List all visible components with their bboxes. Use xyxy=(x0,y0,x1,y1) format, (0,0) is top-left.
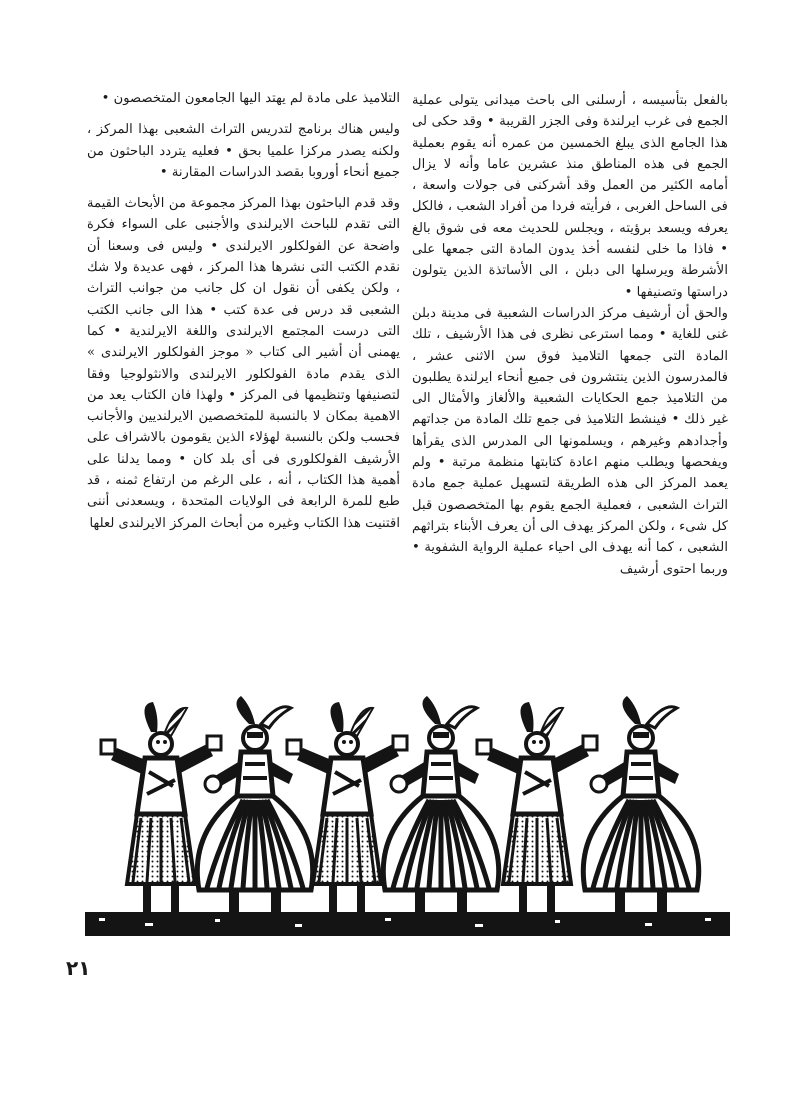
dancer-figure xyxy=(383,696,498,912)
article-column-left xyxy=(87,88,400,534)
page-number: ٢١ xyxy=(66,956,91,980)
folk-dancers-frieze-illustration xyxy=(85,694,730,936)
ground-band xyxy=(85,912,730,936)
paragraph: والحق أن أرشيف مركز الدراسات الشعبية فى مدينة دبلن غنى للغاية • ومما استرعى نظرى فى هذا الأرشيف ، تلك المادة التى جمعها التلاميذ فوق سن الاثنى عشر ، فالمدرسون الذين ينتشرون فى جميع أنحاء ايرلندة يطلبون من التلاميذ جمع الحكايات الشعبية والألغاز والأمثال الى غير ذلك • فينشط التلاميذ فى جمع تلك المادة من جداتهم وأجدادهم وغيرهم ، ويسلمونها الى المدرس الذى يقرأها ويفحصها ويطلب منهم اعادة كتابتها منظمة مرتبة • ولم يعمد المركز الى هذه الطريقة لتسهيل عملية جمع مادة التراث الشعبى ، فعملية الجمع يقوم بها المتخصصون قبل كل شىء ، ولكن المركز يهدف الى أن يعرف الأبناء بتراثهم الشعبى ، كما أنه يهدف الى احياء عملية الرواية الشفوية • وربما احتوى أرشيف xyxy=(412,305,728,577)
paragraph: بالفعل بتأسيسه ، أرسلنى الى باحث ميدانى يتولى عملية الجمع فى غرب ايرلندة وفى الجزر القريبة • وقد حكى لى هذا الجامع الذى يبلغ الخمسين من عمره أنه يقوم بعملية الجمع فى هذه المناطق منذ عشرين عاما وأنه لا يزال أمامه الكثير من العمل وقد أشركنى فى جولات واسعة ، فى الساحل الغربى ، فرأيته فردا من أفراد الشعب ، فالكل يعرفه ويسعد برؤيته ، ويجلس للحديث معه فى شوق بالغ • فاذا ما خلى لنفسه أخذ يدون المادة التى جمعها على الأشرطة ويرسلها الى دبلن ، الى الأساتذة الذين يتولون دراستها وتصنيفها • xyxy=(412,93,728,300)
dancer-figure xyxy=(197,696,312,912)
paragraph: التلاميذ على مادة لم يهتد اليها الجامعون المتخصصون • xyxy=(101,91,400,106)
article-column-right xyxy=(412,90,728,580)
paragraph: وليس هناك برنامج لتدريس التراث الشعبى بهذا المركز ، ولكنه يصدر مركزا علميا بحق • فعليه يتردد الباحثون من جميع أنحاء أوروبا بقصد الدراسات المقارنة • xyxy=(87,122,400,180)
paragraph: وقد قدم الباحثون بهذا المركز مجموعة من الأبحاث القيمة التى تقدم للباحث الايرلندى والأجنبى على السواء فكرة واضحة عن الفولكلور الايرلندى • وليس فى وسعنا أن نقدم الكتب التى نشرها هذا المركز ، فهى عديدة ولا شك ، ولكن يكفى أن نقول ان كل جانب من جوانب التراث الشعبى قد درس فى عدة كتب • هذا الى جانب الكتب التى درست المجتمع الايرلندى واللغة الايرلندية • كما يهمنى أن أشير الى كتاب « موجز الفولكلور الايرلندى » الذى يقدم مادة الفولكلور الايرلندى والانثولوجيا وفقا لتصنيفها وتنظيمها فى المركز • ولهذا فان الكتاب يعد من الاهمية بمكان لا بالنسبة للمتخصصين الايرلنديين والأجانب فحسب ولكن بالنسبة لهؤلاء الذين يقومون بالاشراف على الأرشيف الفولكلورى فى أى بلد كان • ومما يدلنا على أهمية هذا الكتاب ، أنه ، على الرغم من ارتفاع ثمنه ، قد طبع للمرة الرابعة فى الولايات المتحدة ، ويسعدنى أننى اقتنيت هذا الكتاب وغيره من أبحاث المركز الايرلندى لعلها xyxy=(87,196,400,531)
dancer-figure xyxy=(583,696,698,912)
